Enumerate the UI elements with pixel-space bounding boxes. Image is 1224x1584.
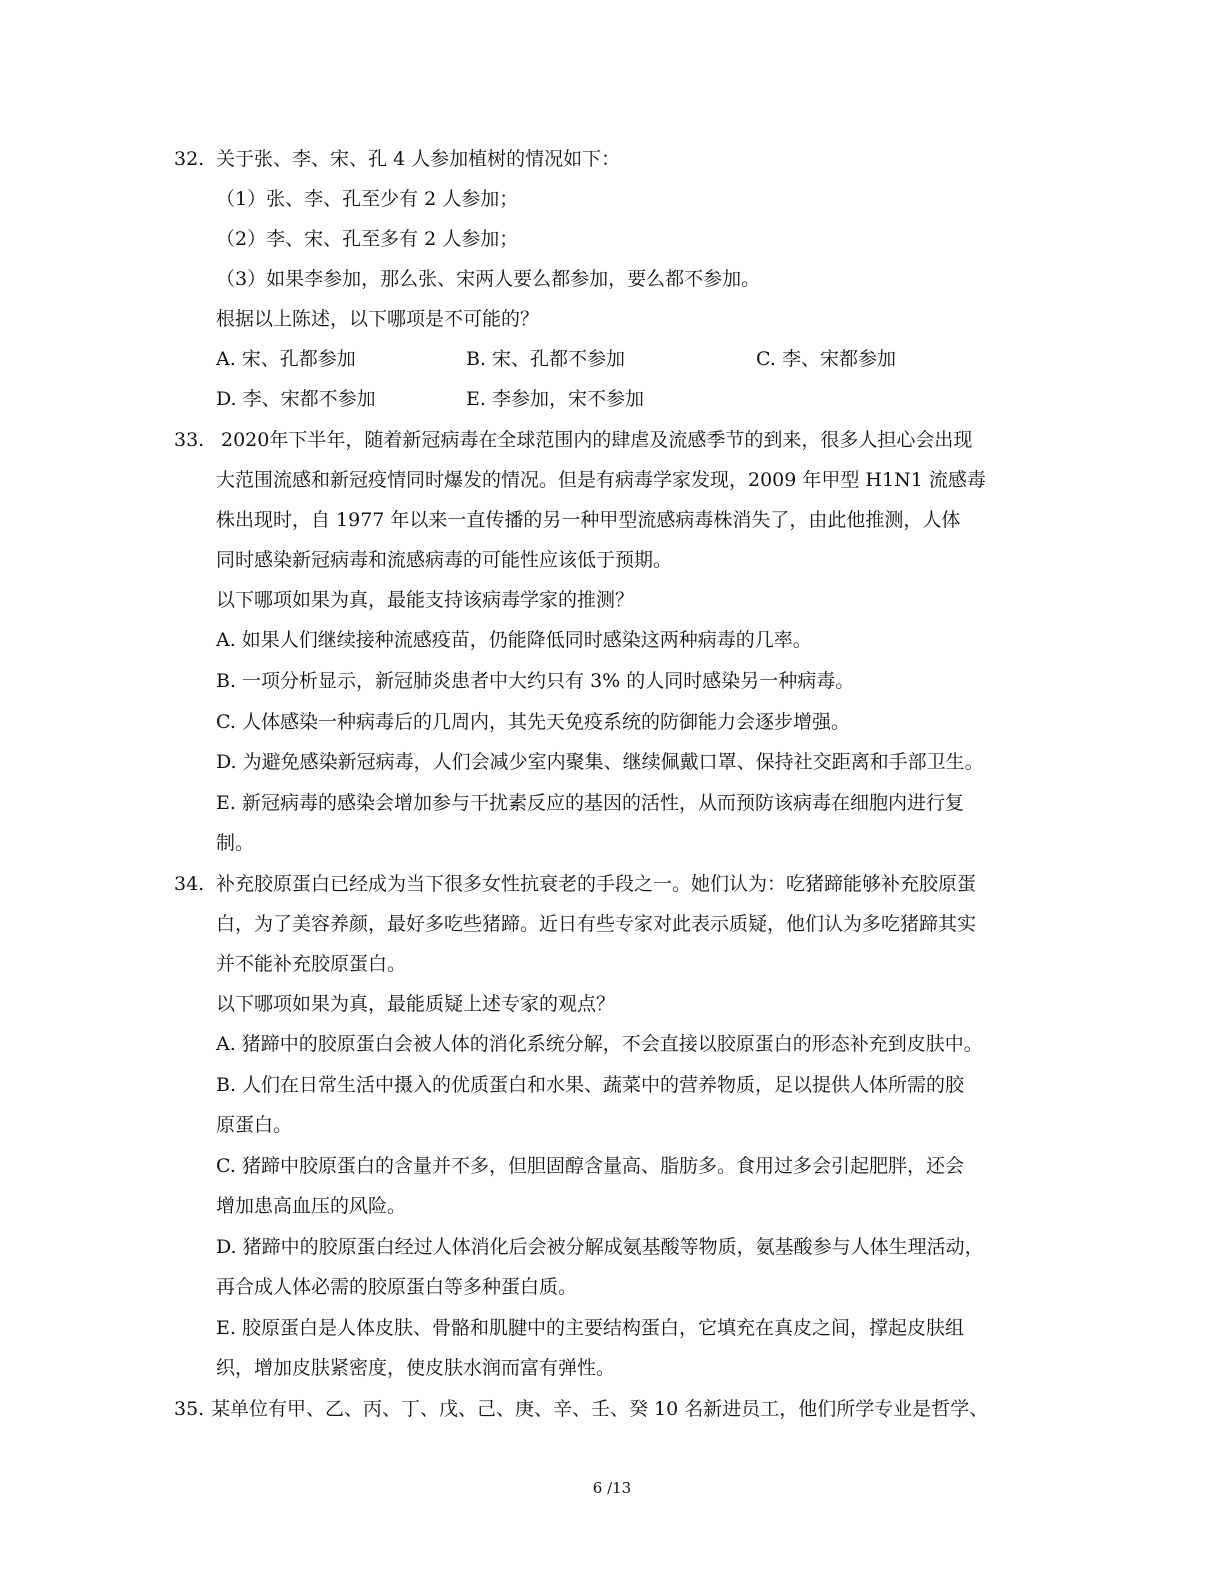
option-e: E. 李参加，宋不参加 <box>466 388 644 410</box>
question-stem: 关于张、李、宋、孔 4 人参加植树的情况如下： <box>216 148 621 170</box>
option-a: A. 宋、孔都参加 <box>216 348 356 370</box>
option-d: D. 猪蹄中的胶原蛋白经过人体消化后会被分解成氨基酸等物质，氨基酸参与人体生理活动， <box>216 1236 984 1258</box>
option-e: E. 新冠病毒的感染会增加参与干扰素反应的基因的活性，从而预防该病毒在细胞内进行复 <box>216 792 964 814</box>
question-stem-line: 2020年下半年，随着新冠病毒在全球范围内的肆虐及流感季节的到来，很多人担心会出现 <box>221 429 973 451</box>
option-c: C. 李、宋都参加 <box>756 348 896 370</box>
question-number: 34. <box>174 873 205 895</box>
option-d: D. 为避免感染新冠病毒，人们会减少室内聚集、继续佩戴口罩、保持社交距离和手部卫生。 <box>216 751 984 773</box>
question-prompt: 以下哪项如果为真，最能支持该病毒学家的推测？ <box>216 589 635 611</box>
option-a: A. 如果人们继续接种流感疫苗，仍能降低同时感染这两种病毒的几率。 <box>216 629 812 651</box>
option-e: E. 胶原蛋白是人体皮肤、骨骼和肌腱中的主要结构蛋白，它填充在真皮之间，撑起皮肤组 <box>216 1317 964 1339</box>
option-e-continued: 织，增加皮肤紧密度，使皮肤水润而富有弹性。 <box>216 1357 616 1379</box>
option-d-continued: 再合成人体必需的胶原蛋白等多种蛋白质。 <box>216 1276 578 1298</box>
question-stem-line: 同时感染新冠病毒和流感病毒的可能性应该低于预期。 <box>216 549 673 571</box>
question-stem-line: 某单位有甲、乙、丙、丁、戊、己、庚、辛、壬、癸 10 名新进员工，他们所学专业是哲学、 <box>211 1398 989 1420</box>
question-stem-line: 大范围流感和新冠疫情同时爆发的情况。但是有病毒学家发现，2009 年甲型 H1N1 流感毒 <box>216 469 986 491</box>
option-c: C. 猪蹄中胶原蛋白的含量并不多，但胆固醇含量高、脂肪多。食用过多会引起肥胖，还会 <box>216 1155 964 1177</box>
option-b: B. 一项分析显示，新冠肺炎患者中大约只有 3% 的人同时感染另一种病毒。 <box>216 670 855 692</box>
option-a: A. 猪蹄中的胶原蛋白会被人体的消化系统分解，不会直接以胶原蛋白的形态补充到皮肤中。 <box>216 1033 983 1055</box>
question-number: 33. <box>174 429 205 451</box>
option-c-continued: 增加患高血压的风险。 <box>216 1195 407 1217</box>
question-stem-line: 株出现时，自 1977 年以来一直传播的另一种甲型流感病毒株消失了，由此他推测，人体 <box>216 509 961 531</box>
question-prompt: 以下哪项如果为真，最能质疑上述专家的观点？ <box>216 993 616 1015</box>
option-d: D. 李、宋都不参加 <box>216 388 376 410</box>
question-number: 35. <box>174 1398 205 1420</box>
question-prompt: 根据以上陈述，以下哪项是不可能的？ <box>216 308 540 330</box>
condition-3: （3）如果李参加，那么张、宋两人要么都参加，要么都不参加。 <box>216 268 761 290</box>
option-b: B. 宋、孔都不参加 <box>466 348 626 370</box>
question-number: 32. <box>174 148 205 170</box>
option-b: B. 人们在日常生活中摄入的优质蛋白和水果、蔬菜中的营养物质，足以提供人体所需的胶 <box>216 1074 965 1096</box>
question-stem-line: 白，为了美容养颜，最好多吃些猪蹄。近日有些专家对此表示质疑，他们认为多吃猪蹄其实 <box>216 913 977 935</box>
condition-2: （2）李、宋、孔至多有 2 人参加； <box>216 228 519 250</box>
option-e-continued: 制。 <box>216 832 255 854</box>
question-stem-line: 并不能补充胶原蛋白。 <box>216 953 407 975</box>
option-c: C. 人体感染一种病毒后的几周内，其先天免疫系统的防御能力会逐步增强。 <box>216 711 850 733</box>
condition-1: （1）张、李、孔至少有 2 人参加； <box>216 188 519 210</box>
page-number: 6 /13 <box>592 1479 632 1497</box>
question-stem-line: 补充胶原蛋白已经成为当下很多女性抗衰老的手段之一。她们认为：吃猪蹄能够补充胶原蛋 <box>216 873 977 895</box>
option-b-continued: 原蛋白。 <box>216 1114 293 1136</box>
